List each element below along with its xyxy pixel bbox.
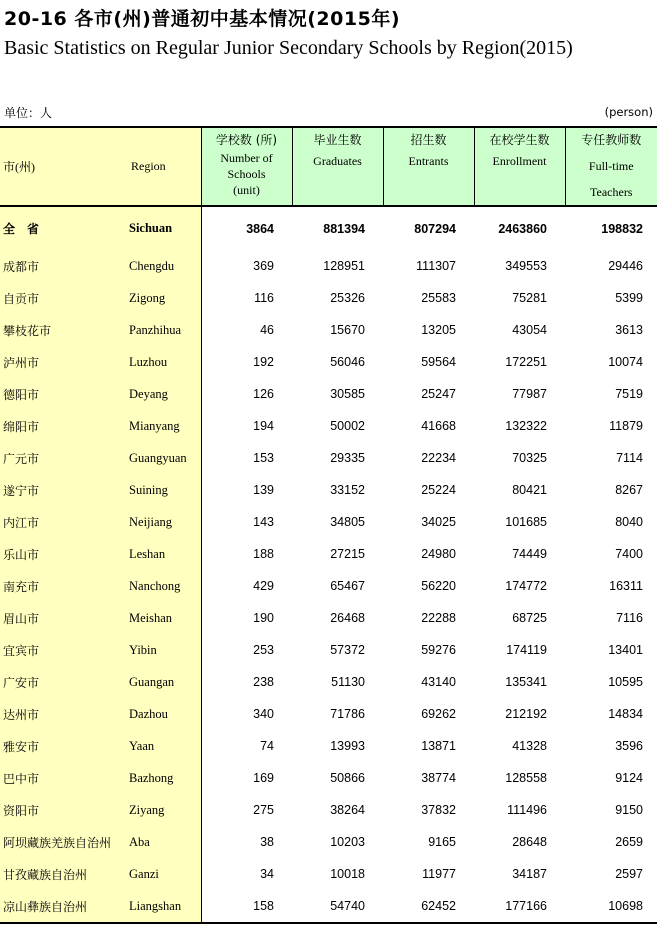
cell-enrollment: 74449 bbox=[512, 547, 547, 561]
cell-graduates: 10018 bbox=[330, 867, 365, 881]
cell-graduates: 128951 bbox=[323, 259, 365, 273]
cell-teachers: 9150 bbox=[615, 803, 643, 817]
region-name-en: Guangyuan bbox=[128, 442, 201, 474]
table-row bbox=[0, 794, 657, 826]
region-name-en: Sichuan bbox=[128, 206, 201, 250]
table-row bbox=[0, 730, 657, 762]
cell-teachers: 10074 bbox=[608, 355, 643, 369]
cell-entrants: 59276 bbox=[421, 643, 456, 657]
header-schools bbox=[201, 127, 292, 206]
header-entrants-en: Entrants bbox=[408, 154, 449, 168]
cell-enrollment: 212192 bbox=[505, 707, 547, 721]
cell-teachers: 2659 bbox=[615, 835, 643, 849]
cell-schools: 429 bbox=[253, 579, 274, 593]
statistics-table bbox=[0, 126, 657, 924]
table-row bbox=[0, 346, 657, 378]
region-name-cn: 甘孜藏族自治州 bbox=[0, 858, 128, 890]
region-name-en: Ganzi bbox=[128, 858, 201, 890]
cell-enrollment: 34187 bbox=[512, 867, 547, 881]
header-teachers-en: Full-time Teachers bbox=[588, 159, 634, 199]
page-title-en: Basic Statistics on Regular Junior Secondary Schools by Region(2015) bbox=[4, 37, 573, 59]
cell-teachers: 2597 bbox=[615, 867, 643, 881]
region-name-en: Neijiang bbox=[128, 506, 201, 538]
region-name-en: Leshan bbox=[128, 538, 201, 570]
region-name-cn: 成都市 bbox=[0, 250, 128, 282]
region-name-cn: 绵阳市 bbox=[0, 410, 128, 442]
cell-schools: 188 bbox=[253, 547, 274, 561]
cell-graduates: 30585 bbox=[330, 387, 365, 401]
cell-entrants: 62452 bbox=[383, 890, 474, 923]
cell-entrants: 38774 bbox=[421, 771, 456, 785]
cell-enrollment: 177166 bbox=[474, 890, 565, 923]
region-name-en: Ziyang bbox=[128, 794, 201, 826]
header-entrants-cn: 招生数 bbox=[410, 133, 447, 147]
cell-enrollment: 68725 bbox=[512, 611, 547, 625]
header-enrollment-en: Enrollment bbox=[492, 154, 547, 168]
cell-entrants: 43140 bbox=[421, 675, 456, 689]
cell-graduates: 881394 bbox=[323, 221, 365, 236]
cell-schools: 253 bbox=[253, 643, 274, 657]
cell-entrants: 13205 bbox=[421, 323, 456, 337]
table-row bbox=[0, 762, 657, 794]
cell-enrollment: 135341 bbox=[505, 675, 547, 689]
table-body bbox=[0, 206, 657, 923]
cell-enrollment: 172251 bbox=[505, 355, 547, 369]
cell-enrollment: 41328 bbox=[512, 739, 547, 753]
header-region-cn: 市(州) bbox=[0, 127, 128, 206]
region-name-cn: 雅安市 bbox=[0, 730, 128, 762]
cell-graduates: 34805 bbox=[330, 515, 365, 529]
region-name-cn: 达州市 bbox=[0, 698, 128, 730]
cell-teachers: 29446 bbox=[608, 259, 643, 273]
region-name-cn: 巴中市 bbox=[0, 762, 128, 794]
region-name-cn: 攀枝花市 bbox=[0, 314, 128, 346]
unit-label: 单位：人 bbox=[4, 106, 53, 120]
cell-teachers: 7519 bbox=[615, 387, 643, 401]
cell-teachers: 10698 bbox=[565, 890, 657, 923]
header-teachers bbox=[565, 127, 657, 206]
cell-entrants: 22288 bbox=[421, 611, 456, 625]
cell-enrollment: 174119 bbox=[506, 643, 547, 657]
cell-schools: 34 bbox=[260, 867, 274, 881]
cell-enrollment: 80421 bbox=[512, 483, 547, 497]
cell-enrollment: 132322 bbox=[505, 419, 547, 433]
cell-schools: 238 bbox=[253, 675, 274, 689]
region-name-en: Yaan bbox=[128, 730, 201, 762]
cell-enrollment: 349553 bbox=[505, 259, 547, 273]
table-row bbox=[0, 666, 657, 698]
table-row bbox=[0, 314, 657, 346]
cell-entrants: 34025 bbox=[421, 515, 456, 529]
cell-enrollment: 174772 bbox=[505, 579, 547, 593]
header-region-en: Region bbox=[128, 127, 201, 206]
cell-entrants: 69262 bbox=[421, 707, 456, 721]
region-name-en: Suining bbox=[128, 474, 201, 506]
region-name-cn: 广安市 bbox=[0, 666, 128, 698]
cell-schools: 3864 bbox=[246, 221, 274, 236]
header-graduates bbox=[292, 127, 383, 206]
region-name-en: Yibin bbox=[128, 634, 201, 666]
cell-enrollment: 70325 bbox=[512, 451, 547, 465]
cell-entrants: 25583 bbox=[421, 291, 456, 305]
region-name-en: Guangan bbox=[128, 666, 201, 698]
cell-enrollment: 28648 bbox=[512, 835, 547, 849]
table-row bbox=[0, 206, 657, 250]
region-name-cn: 德阳市 bbox=[0, 378, 128, 410]
cell-graduates: 13993 bbox=[330, 739, 365, 753]
cell-schools: 116 bbox=[254, 291, 274, 305]
cell-entrants: 59564 bbox=[421, 355, 456, 369]
cell-schools: 369 bbox=[253, 259, 274, 273]
cell-schools: 158 bbox=[201, 890, 292, 923]
region-name-en: Chengdu bbox=[128, 250, 201, 282]
table-row bbox=[0, 506, 657, 538]
cell-schools: 192 bbox=[253, 355, 274, 369]
cell-graduates: 33152 bbox=[330, 483, 365, 497]
cell-entrants: 9165 bbox=[428, 835, 456, 849]
unit-label-en: (person) bbox=[604, 105, 653, 119]
cell-entrants: 111307 bbox=[416, 259, 456, 273]
region-name-cn: 泸州市 bbox=[0, 346, 128, 378]
cell-entrants: 11977 bbox=[422, 867, 456, 881]
cell-enrollment: 77987 bbox=[512, 387, 547, 401]
table-header bbox=[0, 127, 657, 206]
region-name-cn: 眉山市 bbox=[0, 602, 128, 634]
cell-schools: 153 bbox=[253, 451, 274, 465]
cell-teachers: 5399 bbox=[615, 291, 643, 305]
cell-enrollment: 43054 bbox=[512, 323, 547, 337]
cell-teachers: 3613 bbox=[615, 323, 643, 337]
region-name-en: Mianyang bbox=[128, 410, 201, 442]
cell-entrants: 24980 bbox=[421, 547, 456, 561]
cell-graduates: 51130 bbox=[331, 675, 365, 689]
cell-enrollment: 101685 bbox=[505, 515, 547, 529]
cell-entrants: 41668 bbox=[421, 419, 456, 433]
cell-graduates: 71786 bbox=[330, 707, 365, 721]
table-row bbox=[0, 890, 657, 923]
region-name-en: Meishan bbox=[128, 602, 201, 634]
cell-graduates: 27215 bbox=[330, 547, 365, 561]
table-row bbox=[0, 858, 657, 890]
cell-enrollment: 128558 bbox=[505, 771, 547, 785]
region-name-en: Aba bbox=[128, 826, 201, 858]
cell-graduates: 29335 bbox=[330, 451, 365, 465]
cell-graduates: 57372 bbox=[330, 643, 365, 657]
cell-graduates: 15670 bbox=[330, 323, 365, 337]
cell-teachers: 10595 bbox=[608, 675, 643, 689]
header-entrants bbox=[383, 127, 474, 206]
region-name-cn: 内江市 bbox=[0, 506, 128, 538]
cell-schools: 46 bbox=[260, 323, 274, 337]
cell-graduates: 56046 bbox=[330, 355, 365, 369]
region-name-en: Nanchong bbox=[128, 570, 201, 602]
region-name-cn: 广元市 bbox=[0, 442, 128, 474]
cell-graduates: 25326 bbox=[330, 291, 365, 305]
cell-schools: 190 bbox=[253, 611, 274, 625]
cell-schools: 126 bbox=[253, 387, 274, 401]
header-schools-en: Number of Schools (unit) bbox=[220, 151, 273, 197]
cell-entrants: 13871 bbox=[421, 739, 456, 753]
region-name-en: Zigong bbox=[128, 282, 201, 314]
cell-enrollment: 75281 bbox=[512, 291, 547, 305]
table-row bbox=[0, 410, 657, 442]
header-teachers-cn: 专任教师数 bbox=[581, 133, 642, 147]
cell-graduates: 50866 bbox=[330, 771, 365, 785]
cell-teachers: 9124 bbox=[615, 771, 643, 785]
cell-teachers: 8040 bbox=[615, 515, 643, 529]
region-name-en: Panzhihua bbox=[128, 314, 201, 346]
region-name-cn: 阿坝藏族羌族自治州 bbox=[0, 826, 128, 858]
region-name-cn: 资阳市 bbox=[0, 794, 128, 826]
cell-schools: 169 bbox=[253, 771, 274, 785]
cell-teachers: 11879 bbox=[609, 419, 643, 433]
cell-entrants: 22234 bbox=[421, 451, 456, 465]
table-row bbox=[0, 474, 657, 506]
region-name-en: Liangshan bbox=[128, 890, 201, 923]
cell-entrants: 25247 bbox=[421, 387, 456, 401]
region-name-cn: 南充市 bbox=[0, 570, 128, 602]
region-name-cn: 乐山市 bbox=[0, 538, 128, 570]
table-row bbox=[0, 634, 657, 666]
statistics-table-container bbox=[0, 126, 657, 924]
cell-schools: 275 bbox=[253, 803, 274, 817]
cell-teachers: 16311 bbox=[609, 579, 643, 593]
cell-graduates: 38264 bbox=[330, 803, 365, 817]
page-title-cn: 20-16 各市(州)普通初中基本情况(2015年) bbox=[4, 8, 400, 30]
cell-entrants: 25224 bbox=[421, 483, 456, 497]
header-enrollment-cn: 在校学生数 bbox=[489, 133, 550, 147]
table-row bbox=[0, 442, 657, 474]
cell-graduates: 10203 bbox=[330, 835, 365, 849]
header-graduates-en: Graduates bbox=[313, 154, 362, 168]
cell-teachers: 198832 bbox=[601, 221, 643, 236]
region-name-en: Deyang bbox=[128, 378, 201, 410]
cell-enrollment: 111496 bbox=[507, 803, 547, 817]
cell-schools: 340 bbox=[253, 707, 274, 721]
region-name-en: Dazhou bbox=[128, 698, 201, 730]
header-enrollment bbox=[474, 127, 565, 206]
cell-graduates: 50002 bbox=[330, 419, 365, 433]
cell-teachers: 13401 bbox=[608, 643, 643, 657]
table-row bbox=[0, 826, 657, 858]
cell-entrants: 56220 bbox=[421, 579, 456, 593]
table-row bbox=[0, 698, 657, 730]
header-graduates-cn: 毕业生数 bbox=[313, 133, 362, 147]
table-row bbox=[0, 538, 657, 570]
cell-graduates: 54740 bbox=[292, 890, 383, 923]
cell-graduates: 65467 bbox=[330, 579, 365, 593]
table-row bbox=[0, 250, 657, 282]
cell-enrollment: 2463860 bbox=[498, 221, 547, 236]
cell-schools: 143 bbox=[253, 515, 274, 529]
cell-teachers: 3596 bbox=[615, 739, 643, 753]
region-name-cn: 凉山彝族自治州 bbox=[0, 890, 128, 923]
cell-graduates: 26468 bbox=[330, 611, 365, 625]
cell-schools: 38 bbox=[260, 835, 274, 849]
cell-schools: 194 bbox=[253, 419, 274, 433]
region-name-cn: 遂宁市 bbox=[0, 474, 128, 506]
cell-teachers: 8267 bbox=[615, 483, 643, 497]
region-name-cn: 自贡市 bbox=[0, 282, 128, 314]
cell-teachers: 7116 bbox=[616, 611, 643, 625]
cell-teachers: 14834 bbox=[608, 707, 643, 721]
region-name-cn: 全 省 bbox=[0, 206, 128, 250]
header-schools-cn: 学校数 (所) bbox=[215, 133, 278, 147]
table-row bbox=[0, 570, 657, 602]
region-name-en: Bazhong bbox=[128, 762, 201, 794]
region-name-en: Luzhou bbox=[128, 346, 201, 378]
cell-schools: 74 bbox=[260, 739, 274, 753]
cell-entrants: 807294 bbox=[414, 221, 456, 236]
cell-entrants: 37832 bbox=[421, 803, 456, 817]
cell-schools: 139 bbox=[253, 483, 274, 497]
table-row bbox=[0, 602, 657, 634]
cell-teachers: 7400 bbox=[615, 547, 643, 561]
region-name-cn: 宜宾市 bbox=[0, 634, 128, 666]
cell-teachers: 7114 bbox=[616, 451, 643, 465]
table-row bbox=[0, 378, 657, 410]
table-row bbox=[0, 282, 657, 314]
